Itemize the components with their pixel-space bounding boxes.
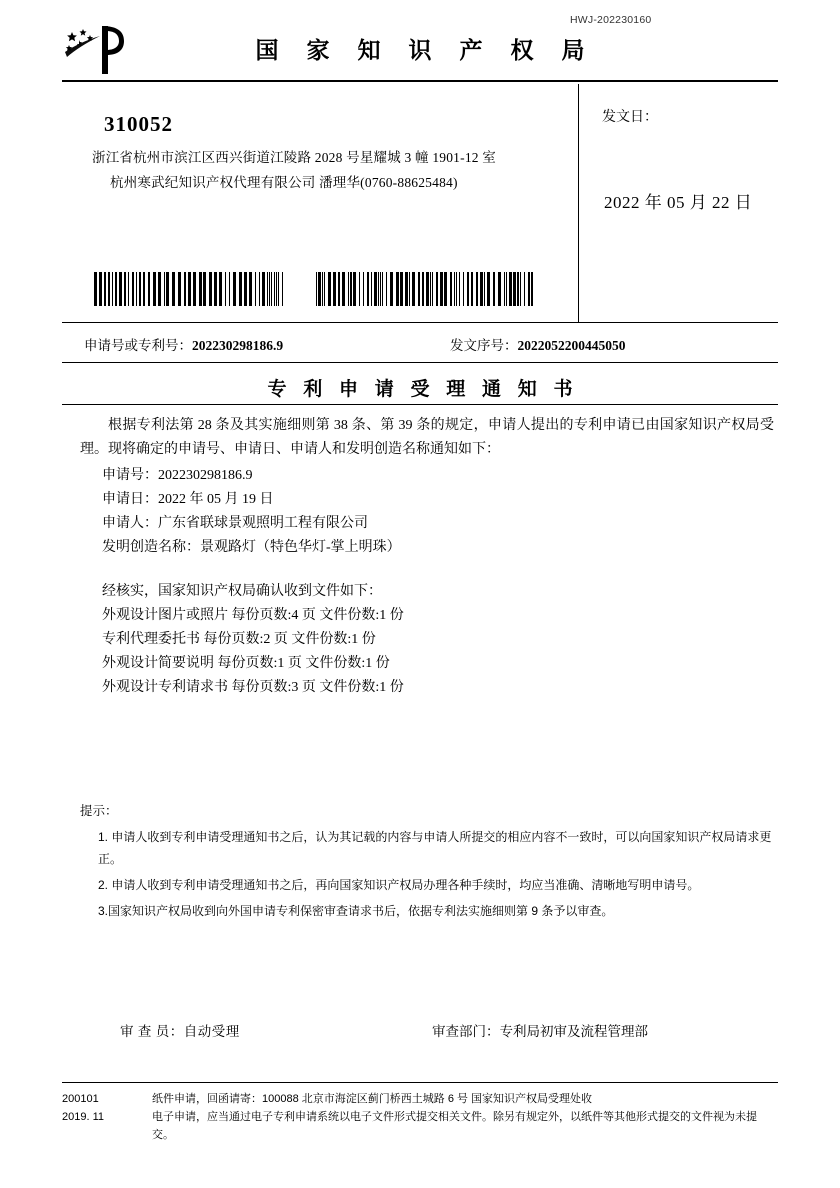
numbers-divider-bottom	[62, 362, 778, 363]
barcode-application-number	[90, 272, 290, 306]
department-field: 审查部门：专利局初审及流程管理部	[432, 1024, 648, 1039]
document-item: 专利代理委托书 每份页数:2 页 文件份数:1 份	[102, 632, 376, 647]
body-spacer	[62, 560, 778, 580]
address-and-date-block	[62, 84, 778, 322]
document-header	[62, 26, 778, 78]
numbers-row	[62, 332, 778, 360]
documents-received-title: 经核实，国家知识产权局确认收到文件如下：	[102, 584, 382, 599]
issue-date-value: 2022 年 05 月 22 日	[604, 193, 753, 212]
hint-item: 1. 申请人收到专利申请受理通知书之后，认为其记载的内容与申请人所提交的相应内容不一致时，可以向国家知识产权局请求更正。	[98, 830, 772, 866]
document-item: 外观设计图片或照片 每份页数:4 页 文件份数:1 份	[102, 608, 404, 623]
examiner-field: 审 查 员：自动受理	[120, 1024, 240, 1039]
barcode-serial-number	[312, 272, 540, 306]
postal-code: 310052	[104, 112, 173, 136]
notice-title: 专 利 申 请 受 理 通 知 书	[267, 379, 579, 400]
recipient-address-line-1: 浙江省杭州市滨江区西兴街道江陵路 2028 号星耀城 3 幢 1901-12 室	[92, 150, 496, 165]
notice-body	[62, 414, 778, 700]
footer-text-electronic: 电子申请，应当通过电子专利申请系统以电子文件形式提交相关文件。除另有规定外，以纸件等其他形式提交的文件视为未提交。	[152, 1111, 757, 1141]
serial-number-label: 发文序号：	[450, 338, 518, 353]
applicant-line: 申请人：广东省联球景观照明工程有限公司	[102, 516, 368, 531]
document-item: 外观设计专利请求书 每份页数:3 页 文件份数:1 份	[102, 680, 404, 695]
issue-date-label: 发文日：	[602, 110, 658, 125]
serial-number-field	[450, 334, 626, 354]
application-number-label: 申请号或专利号：	[84, 338, 192, 353]
hint-item: 3.国家知识产权局收到向外国申请专利保密审查请求书后，依据专利法实施细则第 9 条予以审查。	[98, 904, 614, 918]
footer-texts	[152, 1090, 772, 1144]
document-reference-code: HWJ-202230160	[570, 14, 652, 26]
numbers-divider-top	[62, 322, 778, 323]
recipient-address-line-2: 杭州寒武纪知识产权代理有限公司 潘理华(0760-88625484)	[110, 175, 458, 190]
application-date-line: 申请日：2022 年 05 月 19 日	[102, 492, 274, 507]
application-number-line: 申请号：202230298186.9	[102, 468, 253, 483]
vertical-divider	[578, 84, 579, 322]
application-number-field	[84, 334, 283, 354]
hints-title: 提示：	[80, 804, 118, 818]
footer-code-2: 2019. 11	[62, 1111, 105, 1123]
invention-name-line: 发明创造名称：景观路灯（特色华灯-掌上明珠）	[102, 540, 401, 555]
page-title: 国 家 知 识 产 权 局	[255, 37, 595, 64]
footer-divider	[62, 1082, 778, 1083]
footer-text-paper: 纸件申请，回函请寄：100088 北京市海淀区蓟门桥西土城路 6 号 国家知识产权局受理处收	[152, 1093, 593, 1105]
application-number-value: 202230298186.9	[192, 338, 284, 353]
document-item: 外观设计简要说明 每份页数:1 页 文件份数:1 份	[102, 656, 390, 671]
footer-codes	[62, 1090, 148, 1126]
body-paragraph-1: 根据专利法第 28 条及其实施细则第 38 条、第 39 条的规定，申请人提出的专利申请已由国家知识产权局受理。现将确定的申请号、申请日、申请人和发明创造名称通知如下：	[80, 418, 774, 457]
serial-number-value: 2022052200445050	[517, 338, 626, 353]
hint-item: 2. 申请人收到专利申请受理通知书之后，再向国家知识产权局办理各种手续时，均应当准确、清晰地写明申请号。	[98, 878, 700, 892]
header-divider	[62, 80, 778, 82]
footer-code-1: 200101	[62, 1093, 99, 1105]
hints-section	[62, 800, 778, 922]
title-divider	[62, 404, 778, 405]
